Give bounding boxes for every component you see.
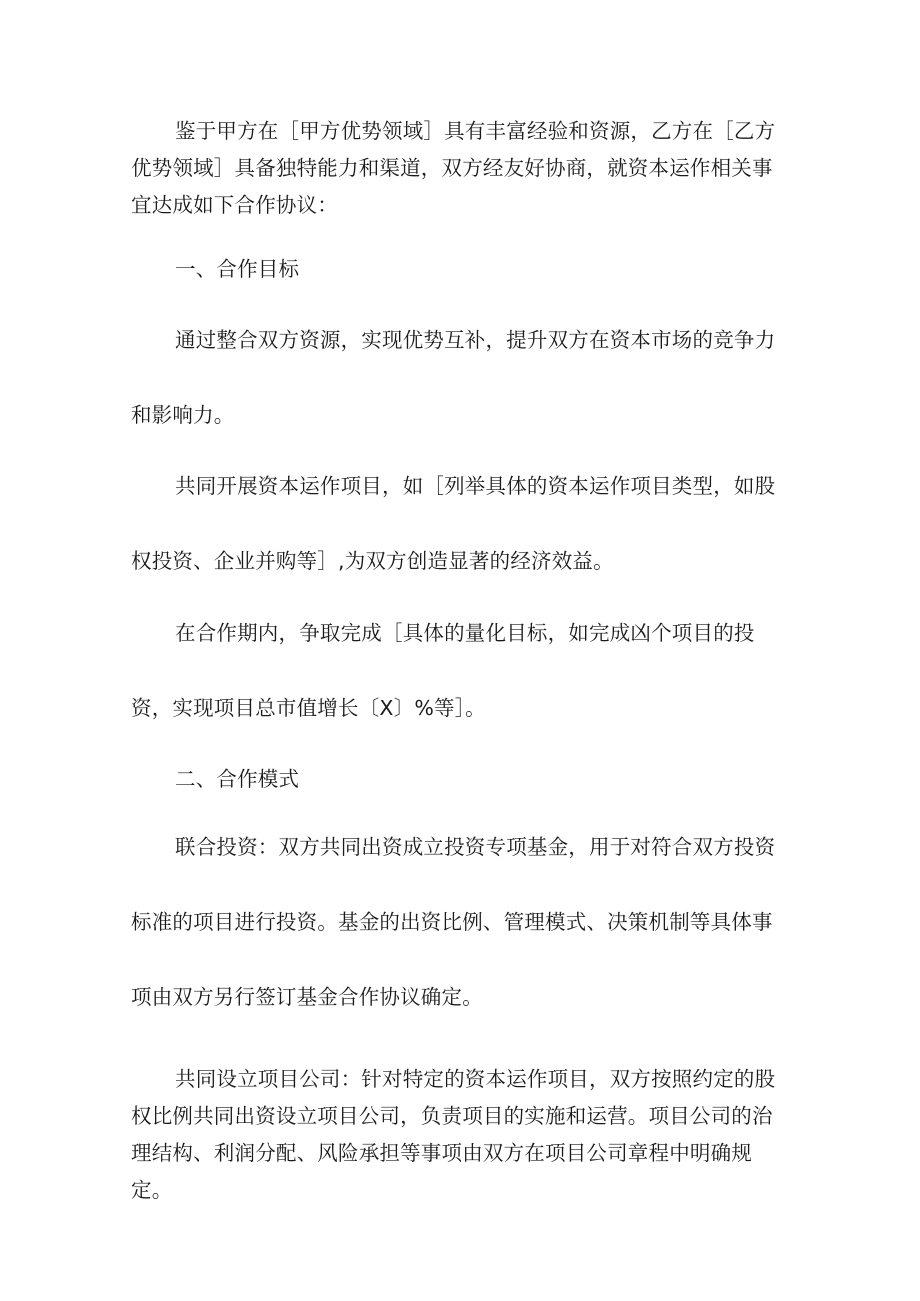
goal-paragraph-2: 共同开展资本运作项目，如［列举具体的资本运作项目类型，如股权投资、企业并购等］,为双方创造显著的经济效益。 — [131, 474, 776, 573]
section-heading-cooperation-mode: 二、合作模式 — [175, 767, 300, 791]
mode-paragraph-project-company: 共同设立项目公司：针对特定的资本运作项目，双方按照约定的股权比例共同出资设立项目公司，负责项目的实施和运营。项目公司的治理结构、利润分配、风险承担等事项由双方在项目公司章程中明确规定。 — [131, 1067, 776, 1202]
goal-paragraph-3: 在合作期内，争取完成［具体的量化目标，如完成凶个项目的投资，实现项目总市值增长〔X〕%等］。 — [131, 621, 755, 720]
mode-paragraph-joint-investment: 联合投资：双方共同出资成立投资专项基金，用于对符合双方投资标准的项目进行投资。基金的出资比例、管理模式、决策机制等具体事项由双方另行签订基金合作协议确定。 — [131, 835, 776, 1009]
goal-paragraph-1: 通过整合双方资源，实现优势互补，提升双方在资本市场的竞争力和影响力。 — [131, 328, 776, 427]
section-heading-cooperation-goals: 一、合作目标 — [175, 257, 300, 281]
intro-paragraph: 鉴于甲方在［甲方优势领域］具有丰富经验和资源，乙方在［乙方优势领域］具备独特能力和渠道，双方经友好协商，就资本运作相关事宜达成如下合作协议： — [131, 119, 776, 217]
